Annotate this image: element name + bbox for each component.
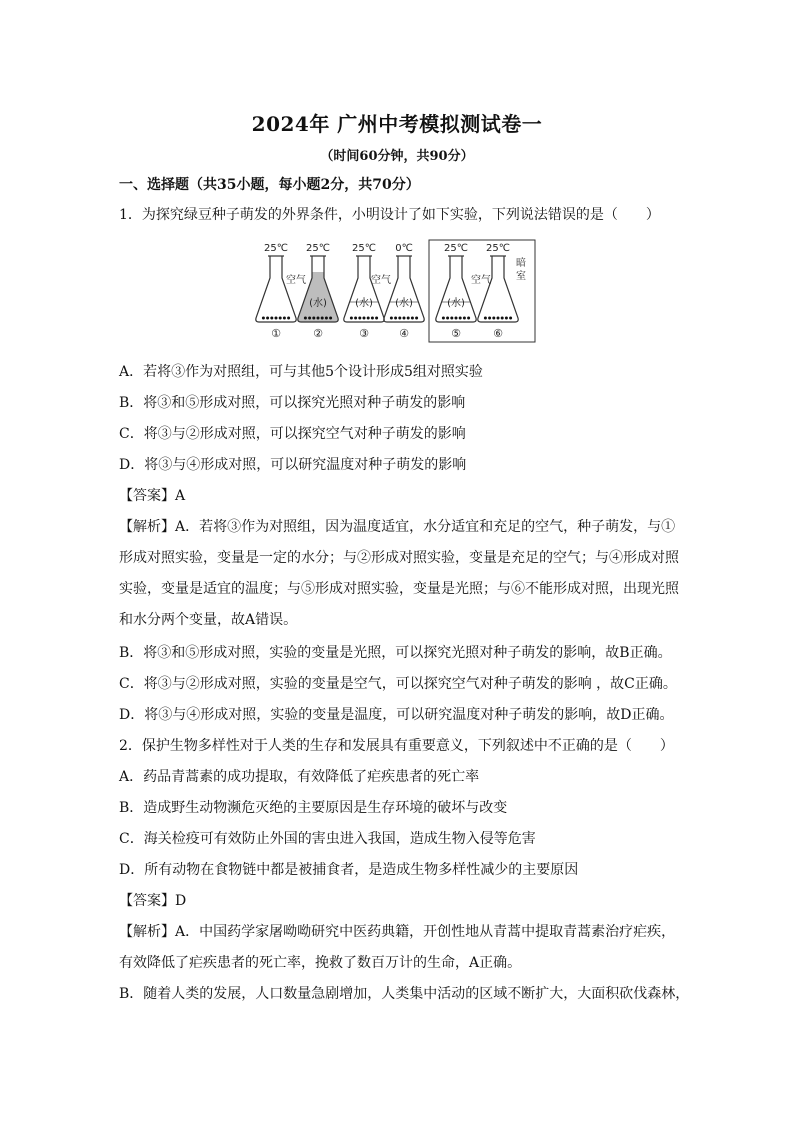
flask-outline	[436, 256, 476, 322]
dark-label-2: 室	[516, 271, 526, 282]
air-label-1: 空气	[286, 275, 306, 286]
seed-dot	[371, 317, 374, 320]
seed-dot	[304, 317, 307, 320]
seed-dot	[407, 317, 410, 320]
seed-dot	[505, 317, 508, 320]
seed-dot	[390, 317, 393, 320]
seed-dot	[354, 317, 357, 320]
flask-outline	[478, 256, 518, 322]
seed-dot	[375, 317, 378, 320]
flask-outline	[256, 256, 296, 322]
seed-dot	[509, 317, 512, 320]
q1-analysis-line: 实验，变量是适宜的温度；与⑤形成对照实验，变量是光照；与⑥不能形成对照，出现光照	[119, 581, 679, 597]
seed-dot	[488, 317, 491, 320]
flask-experiment-figure	[254, 238, 538, 344]
flask-water-label: (水)	[309, 298, 327, 309]
flask-water-label: (水)	[447, 298, 465, 309]
seed-dot	[329, 317, 332, 320]
seed-dot	[275, 317, 278, 320]
flask-number: ②	[313, 327, 323, 340]
flask-3	[344, 243, 384, 340]
q2-answer: 【答案】D	[119, 893, 187, 909]
seed-dot	[455, 317, 458, 320]
seed-dot	[463, 317, 466, 320]
flask-1	[256, 243, 296, 340]
flask-temp-label: 25℃	[444, 243, 468, 254]
q1-analysis-line: 形成对照实验，变量是一定的水分；与②形成对照实验，变量是充足的空气；与④形成对照	[119, 550, 679, 566]
seed-dot	[450, 317, 453, 320]
seed-dot	[321, 317, 324, 320]
q2-option-b: B．造成野生动物濒危灭绝的主要原因是生存环境的破坏与改变	[119, 800, 508, 816]
exam-title: 2024年 广州中考模拟测试卷一	[251, 112, 543, 136]
flask-outline	[344, 256, 384, 322]
seed-dot	[350, 317, 353, 320]
seed-dot	[325, 317, 328, 320]
q1-analysis-line: D．将③与④形成对照，实验的变量是温度，可以研究温度对种子萌发的影响，故D正确。	[119, 707, 674, 723]
exam-subtitle: （时间60分钟，共90分）	[320, 149, 474, 164]
q1-answer: 【答案】A	[119, 488, 186, 504]
seed-dot	[283, 317, 286, 320]
seed-dot	[497, 317, 500, 320]
flask-2	[298, 243, 338, 340]
q2-analysis-line: B．随着人类的发展，人口数量急剧增加，人类集中活动的区域不断扩大，大面积砍伐森林，	[119, 986, 690, 1002]
seed-dot	[501, 317, 504, 320]
seed-dot	[411, 317, 414, 320]
seed-dot	[394, 317, 397, 320]
q1-analysis-line: C．将③与②形成对照，实验的变量是空气，可以探究空气对种子萌发的影响 ，故C正确。	[119, 676, 677, 692]
q2-option-d: D．所有动物在食物链中都是被捕食者，是造成生物多样性减少的主要原因	[119, 862, 579, 878]
flask-5	[436, 243, 476, 340]
flask-number: ①	[271, 327, 281, 340]
seed-dot	[266, 317, 269, 320]
flask-temp-label: 25℃	[486, 243, 510, 254]
flask-diagram	[254, 238, 538, 344]
q1-option-c: C．将③与②形成对照，可以探究空气对种子萌发的影响	[119, 426, 466, 442]
q1-analysis-line: B．将③和⑤形成对照，实验的变量是光照，可以探究光照对种子萌发的影响，故B正确。	[119, 645, 672, 661]
seed-dot	[403, 317, 406, 320]
section-heading: 一、选择题（共35小题，每小题2分，共70分）	[119, 177, 420, 193]
seed-dot	[363, 317, 366, 320]
flask-number: ⑤	[451, 327, 461, 340]
seed-dot	[459, 317, 462, 320]
seed-dot	[270, 317, 273, 320]
flask-temp-label: 25℃	[306, 243, 330, 254]
q1-option-a: A．若将③作为对照组，可与其他5个设计形成5组对照实验	[119, 364, 483, 380]
flask-number: ⑥	[493, 327, 503, 340]
q2-option-a: A．药品青蒿素的成功提取，有效降低了疟疾患者的死亡率	[119, 769, 480, 785]
q1-analysis-line: 和水分两个变量，故A错误。	[119, 612, 298, 628]
flask-number: ③	[359, 327, 369, 340]
flask-water-label: (水)	[395, 298, 413, 309]
q2-analysis-line: 【解析】A．中国药学家屠呦呦研究中医药典籍，开创性地从青蒿中提取青蒿素治疗疟疾，	[119, 924, 676, 940]
seed-dot	[358, 317, 361, 320]
flask-temp-label: 25℃	[264, 243, 288, 254]
seed-dot	[415, 317, 418, 320]
q1-analysis-line: 【解析】A．若将③作为对照组，因为温度适宜，水分适宜和充足的空气，种子萌发，与①	[119, 519, 676, 535]
seed-dot	[442, 317, 445, 320]
seed-dot	[367, 317, 370, 320]
air-label-2: 空气	[371, 275, 391, 286]
seed-dot	[287, 317, 290, 320]
q2-option-c: C．海关检疫可有效防止外国的害虫进入我国，造成生物入侵等危害	[119, 831, 536, 847]
flask-temp-label: 0℃	[395, 243, 413, 254]
question-1-stem: 1．为探究绿豆种子萌发的外界条件，小明设计了如下实验，下列说法错误的是（ ）	[119, 207, 660, 223]
flask-water-label: (水)	[355, 298, 373, 309]
q1-option-d: D．将③与④形成对照，可以研究温度对种子萌发的影响	[119, 457, 467, 473]
air-label-3: 空气	[471, 275, 491, 286]
flask-outline	[384, 256, 424, 322]
question-2-stem: 2．保护生物多样性对于人类的生存和发展具有重要意义，下列叙述中不正确的是（ ）	[119, 738, 674, 754]
seed-dot	[492, 317, 495, 320]
q2-analysis-line: 有效降低了疟疾患者的死亡率，挽救了数百万计的生命，A正确。	[119, 955, 522, 971]
seed-dot	[398, 317, 401, 320]
seed-dot	[312, 317, 315, 320]
seed-dot	[446, 317, 449, 320]
flask-4	[384, 243, 424, 340]
seed-dot	[317, 317, 320, 320]
seed-dot	[279, 317, 282, 320]
flask-temp-label: 25℃	[352, 243, 376, 254]
seed-dot	[262, 317, 265, 320]
seed-dot	[467, 317, 470, 320]
seed-dot	[484, 317, 487, 320]
flask-6	[478, 243, 518, 340]
q1-option-b: B．将③和⑤形成对照，可以探究光照对种子萌发的影响	[119, 395, 466, 411]
flask-number: ④	[399, 327, 409, 340]
dark-label-1: 暗	[516, 258, 526, 269]
seed-dot	[308, 317, 311, 320]
